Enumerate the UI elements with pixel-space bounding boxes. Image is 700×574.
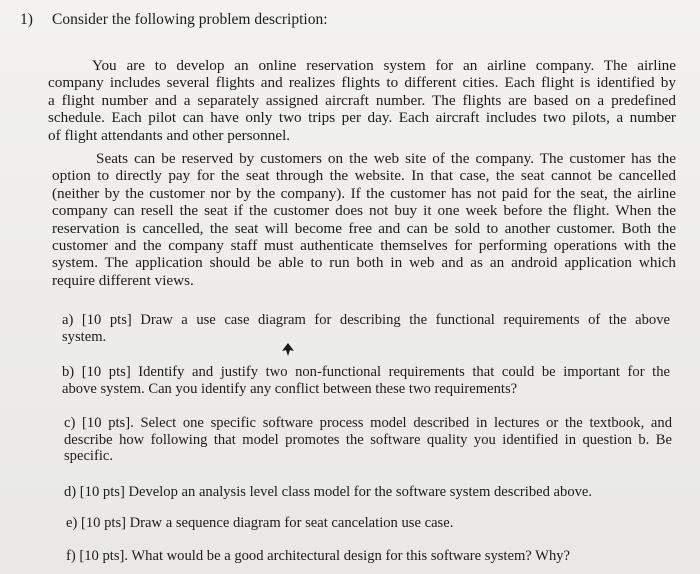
text-line: (neither by the customer nor by the company). If the customer has not paid for the seat, the airline: [52, 184, 676, 202]
text-line: You are to develop an online reservation system for an airline company. The airline: [92, 57, 676, 74]
task-item-b: [62, 364, 670, 397]
task-item-d: [64, 484, 672, 501]
text-line: option to directly pay for the seat through the website. In that case, the seat cannot be cancelled: [52, 167, 676, 185]
text-line: d) [10 pts] Develop an analysis level class model for the software system described above.: [64, 484, 593, 500]
text-line: system. The application should be able to run both in web and as an android application which: [52, 254, 676, 272]
text-line: Seats can be reserved by customers on the web site of the company. The customer has the: [96, 150, 676, 167]
text-line: system.: [62, 328, 107, 345]
text-line: b) [10 pts] Identify and justify two non-functional requirements that could be important for the: [62, 364, 670, 380]
task-item-a: [62, 312, 670, 345]
text-line: company can resell the seat if the customer does not buy it one week before the flight. When the: [52, 202, 676, 220]
text-line: a flight number and a separately assigned aircraft number. The flights are based on a predefined: [48, 91, 676, 109]
text-line: require different views.: [52, 271, 194, 289]
task-item-e: [66, 515, 674, 532]
text-line: specific.: [64, 448, 114, 464]
text-line: reservation is cancelled, the seat will become free and can be sold to another customer. Both the: [52, 219, 676, 237]
question-number: 1): [20, 11, 33, 28]
text-line: a) [10 pts] Draw a use case diagram for describing the functional requirements of the above: [62, 312, 670, 328]
text-line: c) [10 pts]. Select one specific software process model described in lectures or the textbook, and: [64, 415, 672, 431]
text-line: above system. Can you identify any conflict between these two requirements?: [62, 380, 518, 397]
text-line: schedule. Each pilot can have only two trips per day. Each aircraft includes two pilots, a number: [48, 109, 676, 127]
text-line: company includes several flights and realizes flights to different cities. Each flight is identified by: [48, 74, 676, 92]
text-line: e) [10 pts] Draw a sequence diagram for seat cancelation use case.: [66, 515, 454, 531]
text-line: f) [10 pts]. What would be a good architectural design for this software system? Why?: [66, 548, 571, 564]
question-heading: [20, 11, 328, 29]
text-line: customer and the company staff must authenticate themselves for performing operations with the: [52, 237, 676, 255]
mouse-pointer-icon: [281, 341, 295, 357]
task-item-c: [64, 415, 672, 465]
description-paragraph-1: [48, 57, 676, 144]
task-item-f: [66, 548, 674, 565]
text-line: describe how following that model promotes the software quality you identified in question b. Be: [64, 431, 672, 448]
description-paragraph-2: [52, 150, 676, 289]
question-title: Consider the following problem description:: [52, 11, 328, 28]
text-line: of flight attendants and other personnel.: [48, 126, 291, 144]
